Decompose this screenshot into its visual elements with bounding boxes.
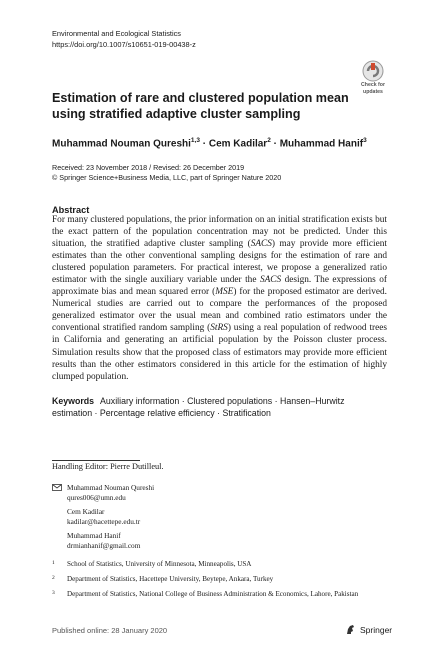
abstract-text: ) for the proposed estimator are derived. Numerical studies are carried out to compare the performances of the proposed generalized estimator over the usual mean and combined ratio estimators under the conventional stratified random sampling ( [52,287,387,334]
affiliation-number: 3 [52,590,55,597]
affiliation-text: Department of Statistics, Hacettepe University, Beytepe, Ankara, Turkey [67,575,274,584]
badge-line-2: updates [363,88,383,95]
contact-email-link[interactable]: qures006@umn.edu [67,492,126,502]
copyright-line: © Springer Science+Business Media, LLC, part of Springer Nature 2020 [52,173,282,182]
journal-name: Environmental and Ecological Statistics [52,29,181,38]
affiliation-entry [52,560,392,569]
affiliation-number: 2 [52,575,55,582]
author-contacts [52,483,392,555]
affiliation-entry [52,575,392,584]
affiliation-number: 1 [52,560,55,566]
author-separator: · [199,138,209,150]
author-affiliation-mark: 1,3 [190,137,200,144]
envelope-icon [52,484,62,491]
abstract-body [52,214,387,383]
contact-name: Muhammad Nouman Qureshi [67,483,155,492]
contact-entry [52,483,392,502]
received-revised-dates: Received: 23 November 2018 / Revised: 26 December 2019 [52,163,245,172]
abstract-term: StRS [210,323,228,334]
author-name[interactable]: Muhammad Hanif [279,138,364,150]
contact-entry [52,507,392,526]
keywords-list: Auxiliary information · Clustered populations · Hansen–Hurwitz estimation · Percentage relative efficiency · Stratification [52,396,345,419]
keywords-block [52,395,387,419]
contact-entry [52,531,392,550]
affiliations [52,560,392,606]
handling-editor: Handling Editor: Pierre Dutilleul. [52,462,164,471]
abstract-text: design. The expressions of approximate bias and mean squared error ( [52,275,387,298]
publisher-logo [345,624,392,635]
affiliation-text: School of Statistics, University of Minnesota, Minneapolis, USA [67,560,252,568]
author-affiliation-mark: 3 [363,137,367,144]
journal-doi-link[interactable]: https://doi.org/10.1007/s10651-019-00438-z [52,39,196,49]
affiliation-entry [52,590,392,599]
badge-line-1: Check for [361,82,385,88]
abstract-term: MSE [215,287,234,298]
author-separator: · [270,138,280,150]
abstract-heading: Abstract [52,205,90,215]
journal-header [52,29,196,50]
author-affiliation-mark: 2 [267,137,271,144]
contact-name: Cem Kadilar [67,507,105,516]
abstract-term: SACS [259,275,282,286]
article-title: Estimation of rare and clustered population mean using stratified adaptive cluster sampling [52,91,349,121]
publisher-name: Springer [360,624,393,635]
author-list [52,137,367,149]
check-for-updates-badge[interactable] [357,60,389,100]
contact-email-link[interactable]: drmianhanif@gmail.com [67,540,141,550]
author-name[interactable]: Muhammad Nouman Qureshi [52,138,191,150]
footnote-rule [52,460,140,461]
abstract-text: ) may provide more efficient estimates than the other conventional sampling designs for the estimation of rare and clustered population parameters. For practical interest, we propose a generalized ratio estimator with the single auxiliary variable under the [52,239,387,286]
abstract-text: For many clustered populations, the prior information on an initial stratification exists but the exact pattern of the population concentration may not be predicted. Under this situation, the stratified adaptive cluster sampling ( [52,215,387,250]
abstract-term: SACS [250,239,272,250]
affiliation-text: Department of Statistics, National College of Business Administration & Economics, Lahore, Pakistan [67,590,359,599]
author-name[interactable]: Cem Kadilar [208,138,268,150]
contact-email-link[interactable]: kadilar@hacettepe.edu.tr [67,516,141,526]
keywords-label: Keywords [52,396,95,406]
check-for-updates-icon [362,60,384,82]
publication-dates [52,163,281,183]
abstract-text: ) using a real population of redwood trees in California and generating an artificial population by the Poisson cluster process. Simulation results show that the proposed class of estimators may provide more efficient results than the other estimators considered in this article for the estimation of highly clumped population. [52,323,387,382]
contact-name: Muhammad Hanif [67,531,121,540]
springer-horse-icon [345,624,356,635]
published-online-date: Published online: 28 January 2020 [52,626,168,635]
